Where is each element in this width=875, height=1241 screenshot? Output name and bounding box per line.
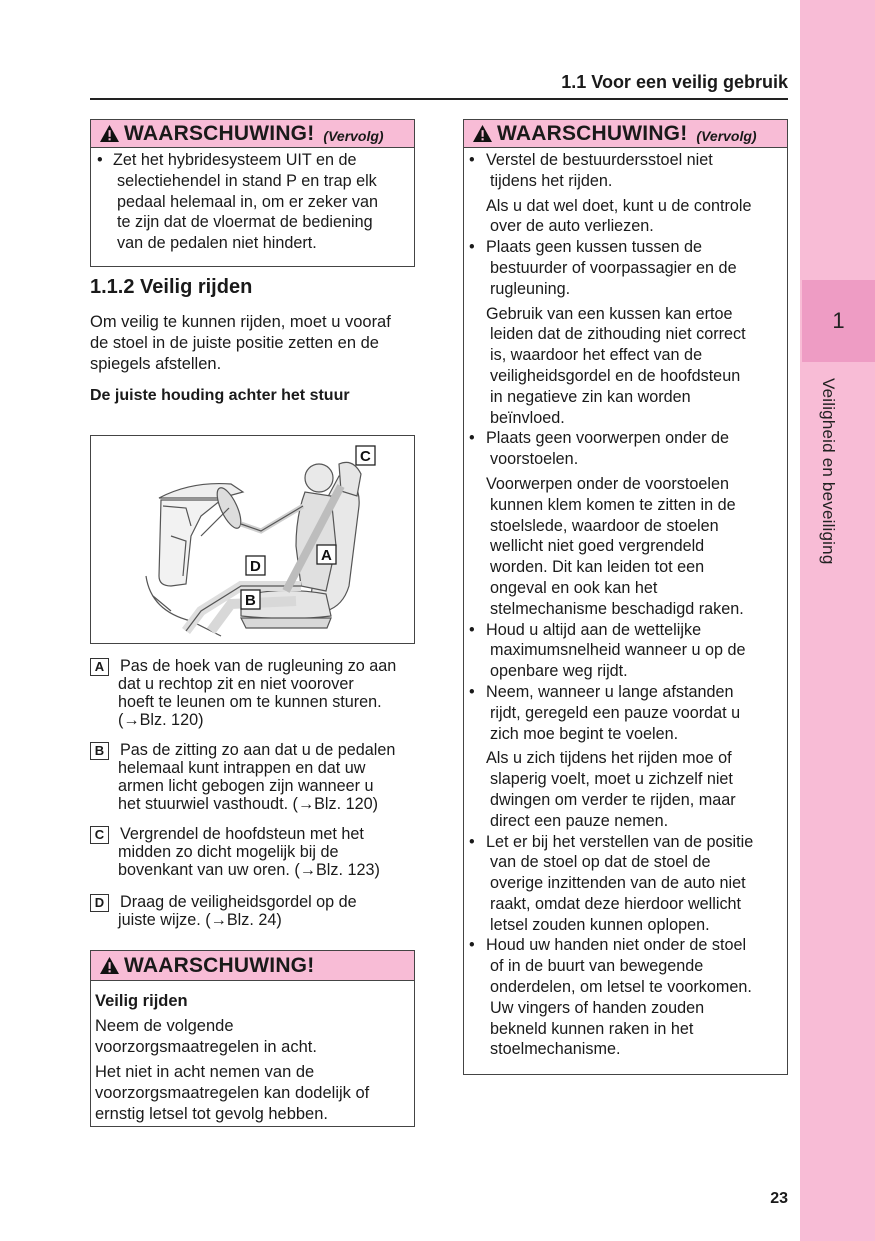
warning-paragraph bbox=[95, 1016, 410, 1058]
text-line: Houd u altijd aan de wettelijke bbox=[486, 620, 702, 639]
label-d: D bbox=[250, 558, 261, 575]
legend-item-c bbox=[90, 825, 420, 879]
text-line: juiste wijze. (→Blz. 24) bbox=[118, 911, 282, 929]
text-line: helemaal kunt intrappen en dat uw bbox=[118, 759, 366, 777]
warning-triangle-icon bbox=[99, 956, 120, 975]
text-line: Plaats geen kussen tussen de bbox=[486, 238, 702, 257]
text-line: onderdelen, om letsel te voorkomen. bbox=[490, 978, 752, 997]
warning-subtext bbox=[464, 748, 787, 831]
chapter-label: Veiligheid en beveiliging bbox=[819, 378, 838, 565]
text-line: Draag de veiligheidsgordel op de bbox=[120, 893, 357, 911]
text-line: zich moe begint te voelen. bbox=[490, 724, 679, 743]
text-line: midden zo dicht mogelijk bij de bbox=[118, 843, 339, 861]
chapter-tab[interactable] bbox=[802, 280, 875, 362]
text-line: Pas de zitting zo aan dat u de pedalen bbox=[120, 741, 396, 759]
warning-bullet bbox=[464, 150, 787, 192]
text-line: slaperig voelt, moet u zichzelf niet bbox=[490, 770, 733, 789]
bullet-text bbox=[486, 620, 787, 682]
bullet-dot: • bbox=[469, 151, 475, 169]
text-line: over de auto verliezen. bbox=[490, 217, 654, 236]
warning-header bbox=[464, 120, 787, 148]
bullet-dot: • bbox=[469, 238, 475, 257]
legend-key: A bbox=[90, 658, 109, 676]
warning-header bbox=[91, 120, 414, 148]
text-line: hoeft te leunen om te kunnen sturen. bbox=[118, 693, 382, 711]
side-strip bbox=[800, 0, 875, 1241]
legend-key: D bbox=[90, 894, 109, 912]
text-line: Plaats geen voorwerpen onder de bbox=[486, 429, 729, 448]
legend-item-d bbox=[90, 893, 420, 929]
text-line: kunnen klem komen te zitten in de bbox=[490, 495, 736, 514]
header-rule bbox=[90, 98, 788, 100]
text-line: Voorwerpen onder de voorstoelen bbox=[486, 474, 729, 493]
text-line: Houd uw handen niet onder de stoel bbox=[486, 936, 747, 955]
text-line: bestuurder of voorpassagier en de bbox=[490, 258, 737, 277]
legend-key: C bbox=[90, 826, 109, 844]
text-line: stelmechanisme beschadigd raken. bbox=[490, 599, 744, 618]
warning-subtitle: Veilig rijden bbox=[95, 992, 188, 1010]
bullet-text bbox=[486, 237, 787, 299]
label-a: A bbox=[321, 547, 332, 564]
legend-text bbox=[90, 741, 420, 813]
warning-title: WAARSCHUWING! bbox=[124, 121, 315, 145]
text-line: Als u dat wel doet, kunt u de controle bbox=[486, 196, 752, 215]
text-line: (→Blz. 120) bbox=[118, 711, 204, 729]
warning-list bbox=[464, 148, 787, 1060]
warning-bullet bbox=[91, 150, 414, 254]
text-line: te zijn dat de vloermat de bediening bbox=[117, 213, 373, 232]
text-line: Gebruik van een kussen kan ertoe bbox=[486, 304, 733, 323]
text-line: spiegels afstellen. bbox=[90, 354, 222, 373]
warning-subtext bbox=[464, 196, 787, 238]
bullet-text bbox=[486, 935, 787, 1060]
text-line: leiden dat de zithouding niet correct bbox=[490, 325, 746, 344]
label-c: C bbox=[360, 448, 371, 465]
warning-bullet bbox=[464, 237, 787, 299]
bullet-text bbox=[486, 832, 787, 936]
section-header: 1.1 Voor een veilig gebruik bbox=[561, 72, 788, 92]
text-line: wellicht niet goed vergrendeld bbox=[490, 537, 705, 556]
page-number: 23 bbox=[770, 1190, 788, 1207]
warning-body bbox=[91, 981, 414, 1125]
warning-box-bottom-left bbox=[90, 950, 415, 1127]
text-line: Neem de volgende bbox=[95, 1017, 234, 1035]
text-line: stoelmechanisme. bbox=[490, 1040, 621, 1059]
text-line: pedaal helemaal in, om er zeker van bbox=[117, 192, 378, 211]
text-line: het stuurwiel vasthoudt. (→Blz. 120) bbox=[118, 795, 379, 813]
warning-paragraph bbox=[95, 1062, 410, 1125]
text-line: armen licht gebogen zijn wanneer u bbox=[118, 777, 374, 795]
text-line: direct een pauze nemen. bbox=[490, 811, 669, 830]
bullet-text bbox=[486, 150, 787, 192]
text-line: worden. Dit kan leiden tot een bbox=[490, 558, 705, 577]
warning-subtext bbox=[464, 474, 787, 620]
text-line: in negatieve zin kan worden bbox=[490, 387, 691, 406]
warning-triangle-icon bbox=[472, 124, 493, 143]
legend-text bbox=[90, 657, 420, 729]
text-line: rijdt, geregeld een pauze voordat u bbox=[490, 703, 741, 722]
warning-bullet bbox=[464, 832, 787, 936]
warning-title: WAARSCHUWING! bbox=[497, 121, 688, 145]
warning-title: WAARSCHUWING! bbox=[124, 953, 315, 977]
text-line: tijdens het rijden. bbox=[490, 171, 613, 190]
warning-continued: (Vervolg) bbox=[323, 127, 384, 144]
legend-key: B bbox=[90, 742, 109, 760]
bullet-text bbox=[113, 150, 414, 254]
text-line: letsel zouden kunnen oplopen. bbox=[490, 915, 710, 934]
text-line: ernstig letsel tot gevolg hebben. bbox=[95, 1105, 328, 1123]
text-line: openbare weg rijdt. bbox=[490, 662, 628, 681]
bullet-text bbox=[486, 428, 787, 470]
text-line: Vergrendel de hoofdsteun met het bbox=[120, 825, 364, 843]
text-line: Verstel de bestuurdersstoel niet bbox=[486, 151, 713, 169]
driver-seat-illustration bbox=[91, 436, 413, 642]
text-line: voorstoelen. bbox=[490, 450, 579, 469]
bullet-dot: • bbox=[469, 832, 475, 851]
text-line: selectiehendel in stand P en trap elk bbox=[117, 171, 377, 190]
text-line: of in de buurt van bewegende bbox=[490, 957, 704, 976]
text-line: de stoel in de juiste positie zetten en de bbox=[90, 333, 379, 352]
subheading: De juiste houding achter het stuur bbox=[90, 387, 350, 404]
warning-triangle-icon bbox=[99, 124, 120, 143]
bullet-dot: • bbox=[469, 429, 475, 448]
text-line: overige inzittenden van de auto niet bbox=[490, 874, 746, 893]
driving-position-figure bbox=[90, 435, 415, 644]
section-intro bbox=[90, 312, 420, 374]
warning-bullet bbox=[464, 935, 787, 1060]
text-line: voorzorgsmaatregelen in acht. bbox=[95, 1038, 317, 1056]
text-line: Het niet in acht nemen van de bbox=[95, 1063, 315, 1081]
legend-item-a bbox=[90, 657, 420, 729]
text-line: van de stoel op dat de stoel de bbox=[490, 853, 711, 872]
text-line: voorzorgsmaatregelen kan dodelijk of bbox=[95, 1084, 370, 1102]
legend-item-b bbox=[90, 741, 420, 813]
text-line: Let er bij het verstellen van de positie bbox=[486, 832, 754, 851]
text-line: raakt, omdat deze hierdoor wellicht bbox=[490, 894, 742, 913]
text-line: bovenkant van uw oren. (→Blz. 123) bbox=[118, 861, 380, 879]
text-line: ongeval en ook kan het bbox=[490, 578, 658, 597]
text-line: rugleuning. bbox=[490, 279, 571, 298]
warning-bullet bbox=[464, 682, 787, 744]
bullet-dot: • bbox=[469, 620, 475, 639]
text-line: Zet het hybridesysteem UIT en de bbox=[113, 151, 357, 169]
bullet-dot: • bbox=[469, 936, 475, 955]
bullet-text bbox=[486, 682, 787, 744]
text-line: Pas de hoek van de rugleuning zo aan bbox=[120, 657, 397, 675]
label-b: B bbox=[245, 592, 256, 609]
text-line: van de pedalen niet hindert. bbox=[117, 234, 317, 253]
warning-subtext bbox=[464, 304, 787, 429]
warning-bullet bbox=[464, 620, 787, 682]
chapter-number: 1 bbox=[832, 308, 845, 333]
text-line: is, waardoor het effect van de bbox=[490, 346, 703, 365]
bullet-dot: • bbox=[97, 151, 103, 169]
text-line: dwingen om verder te rijden, maar bbox=[490, 790, 736, 809]
text-line: maximumsnelheid wanneer u op de bbox=[490, 641, 746, 660]
text-line: Neem, wanneer u lange afstanden bbox=[486, 682, 734, 701]
section-heading: 1.1.2 Veilig rijden bbox=[90, 276, 253, 298]
warning-box-right bbox=[463, 119, 788, 1075]
warning-header bbox=[91, 951, 414, 981]
warning-continued: (Vervolg) bbox=[696, 127, 757, 144]
bullet-dot: • bbox=[469, 682, 475, 701]
warning-bullet bbox=[464, 428, 787, 470]
text-line: Uw vingers of handen zouden bbox=[490, 998, 705, 1017]
text-line: dat u rechtop zit en niet voorover bbox=[118, 675, 354, 693]
text-line: stoelslede, waardoor de stoelen bbox=[490, 516, 719, 535]
text-line: Als u zich tijdens het rijden moe of bbox=[486, 749, 732, 768]
text-line: bekneld kunnen raken in het bbox=[490, 1019, 694, 1038]
legend-text bbox=[90, 825, 420, 879]
legend-text bbox=[90, 893, 420, 929]
text-line: beïnvloed. bbox=[490, 408, 565, 427]
text-line: Om veilig te kunnen rijden, moet u vooraf bbox=[90, 313, 391, 331]
warning-box-top-left bbox=[90, 119, 415, 267]
text-line: veiligheidsgordel en de hoofdsteun bbox=[490, 366, 741, 385]
